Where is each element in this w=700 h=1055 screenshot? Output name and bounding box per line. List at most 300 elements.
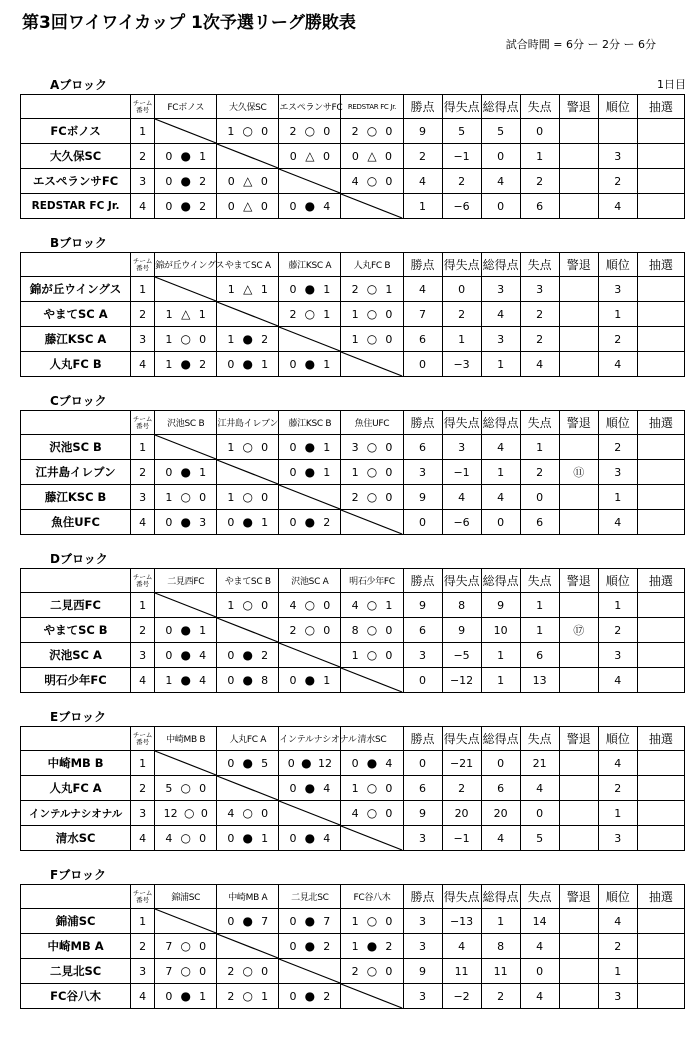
score xyxy=(217,357,278,371)
stat-cell: 1 xyxy=(481,643,520,668)
result-mark: ● xyxy=(304,989,316,1003)
score-against: 12 xyxy=(318,756,332,770)
stat-cell xyxy=(637,826,684,851)
stat-cell: 2 xyxy=(598,327,637,352)
stat-cell: 4 xyxy=(598,668,637,693)
stat-cell: −3 xyxy=(442,352,481,377)
stat-cell: 5 xyxy=(520,826,559,851)
score-for: 1 xyxy=(165,357,173,371)
stat-header: 得失点 xyxy=(442,569,481,593)
stat-cell: 1 xyxy=(442,327,481,352)
block-header xyxy=(0,546,700,568)
result-mark: ○ xyxy=(366,623,378,637)
stat-header: 失点 xyxy=(520,253,559,277)
team-number: 3 xyxy=(131,169,155,194)
result-mark: ● xyxy=(242,332,254,346)
result-mark: ● xyxy=(242,673,254,687)
result-mark: △ xyxy=(305,149,315,163)
match-result xyxy=(155,959,217,984)
result-mark: ○ xyxy=(304,124,316,138)
result-mark: △ xyxy=(367,149,377,163)
league-block xyxy=(0,704,700,851)
stat-header: 順位 xyxy=(598,569,637,593)
stat-cell: 4 xyxy=(481,826,520,851)
score xyxy=(279,440,340,454)
score xyxy=(217,124,278,138)
result-mark: ○ xyxy=(242,806,254,820)
team-number: 4 xyxy=(131,668,155,693)
result-mark: ● xyxy=(304,673,316,687)
self-match-cell xyxy=(217,460,279,485)
team-number: 2 xyxy=(131,302,155,327)
score-for: 1 xyxy=(351,648,359,662)
match-result xyxy=(155,668,217,693)
match-result xyxy=(341,277,403,302)
score xyxy=(155,149,216,163)
block-name: Cブロック xyxy=(50,394,107,408)
result-mark: △ xyxy=(243,174,253,188)
table-row xyxy=(21,194,685,219)
league-block xyxy=(0,230,700,377)
stat-cell: 21 xyxy=(520,751,559,776)
stat-cell: 1 xyxy=(403,194,442,219)
stat-header: 抽選 xyxy=(637,569,684,593)
stat-cell xyxy=(637,460,684,485)
stat-cell: 1 xyxy=(481,460,520,485)
stat-cell: 4 xyxy=(598,751,637,776)
stat-cell: 9 xyxy=(442,618,481,643)
score xyxy=(155,989,216,1003)
score-against: 1 xyxy=(385,598,393,612)
result-mark: ○ xyxy=(242,490,254,504)
result-mark: ○ xyxy=(366,806,378,820)
stat-cell: ⑪ xyxy=(559,460,598,485)
score-for: 0 xyxy=(165,149,173,163)
stat-cell: 13 xyxy=(520,668,559,693)
standings-table xyxy=(20,252,685,377)
result-mark: ● xyxy=(304,282,316,296)
score-for: 12 xyxy=(163,806,178,820)
score xyxy=(155,465,216,479)
table-row xyxy=(21,144,685,169)
score-for: 0 xyxy=(289,673,297,687)
table-row xyxy=(21,643,685,668)
score-against: 1 xyxy=(199,465,207,479)
score-for: 2 xyxy=(351,964,359,978)
team-number: 1 xyxy=(131,909,155,934)
match-result xyxy=(155,460,217,485)
self-match-cell xyxy=(279,169,341,194)
stat-cell: 1 xyxy=(598,593,637,618)
score-against: 4 xyxy=(323,199,331,213)
team-name: 錦浦SC xyxy=(21,909,131,934)
opponent-header: FCボノス xyxy=(155,95,217,119)
opponent-header: 二見北SC xyxy=(279,885,341,909)
score-against: 4 xyxy=(199,648,207,662)
score-against: 1 xyxy=(261,515,269,529)
diagonal-line xyxy=(217,776,278,800)
stat-cell xyxy=(559,751,598,776)
diagonal-line xyxy=(155,751,216,775)
block-name: Bブロック xyxy=(50,236,107,250)
score-against: 0 xyxy=(261,964,269,978)
team-number: 3 xyxy=(131,643,155,668)
score-for: 0 xyxy=(227,914,235,928)
match-result xyxy=(217,485,279,510)
result-mark: ○ xyxy=(366,648,378,662)
score-against: 1 xyxy=(199,989,207,1003)
stat-cell xyxy=(637,668,684,693)
stat-cell: −12 xyxy=(442,668,481,693)
score xyxy=(155,964,216,978)
score xyxy=(155,199,216,213)
stat-cell: 3 xyxy=(598,460,637,485)
result-mark: ○ xyxy=(366,332,378,346)
stat-header: 勝点 xyxy=(403,569,442,593)
team-name: 沢池SC A xyxy=(21,643,131,668)
stat-cell: 11 xyxy=(481,959,520,984)
score-for: 1 xyxy=(227,440,235,454)
score xyxy=(217,490,278,504)
team-name: 清水SC xyxy=(21,826,131,851)
team-number: 1 xyxy=(131,751,155,776)
stat-cell: 6 xyxy=(403,618,442,643)
score-against: 1 xyxy=(261,831,269,845)
score-against: 2 xyxy=(323,515,331,529)
opponent-header: やまてSC A xyxy=(217,253,279,277)
score xyxy=(279,199,340,213)
stat-cell xyxy=(637,435,684,460)
match-result xyxy=(155,194,217,219)
score-for: 2 xyxy=(289,307,297,321)
result-mark: ○ xyxy=(304,623,316,637)
self-match-cell xyxy=(341,984,403,1009)
score xyxy=(217,199,278,213)
score-for: 1 xyxy=(351,307,359,321)
score xyxy=(279,623,340,637)
team-name: 江井島イレブン xyxy=(21,460,131,485)
score-against: 3 xyxy=(199,515,207,529)
match-result xyxy=(341,934,403,959)
score xyxy=(341,964,402,978)
result-mark: ○ xyxy=(242,124,254,138)
match-result xyxy=(341,959,403,984)
match-result xyxy=(279,460,341,485)
result-mark: △ xyxy=(243,282,253,296)
result-mark: ● xyxy=(304,914,316,928)
score-against: 0 xyxy=(199,781,207,795)
self-match-cell xyxy=(155,909,217,934)
team-name: インテルナシオナル xyxy=(21,801,131,826)
stat-cell: 4 xyxy=(520,934,559,959)
result-mark: ● xyxy=(304,357,316,371)
stat-cell: 1 xyxy=(481,909,520,934)
stat-cell xyxy=(559,909,598,934)
score xyxy=(279,124,340,138)
team-name: 明石少年FC xyxy=(21,668,131,693)
stat-cell: 2 xyxy=(520,327,559,352)
self-match-cell xyxy=(155,435,217,460)
table-row xyxy=(21,460,685,485)
stat-cell: 1 xyxy=(520,144,559,169)
score-against: 4 xyxy=(323,831,331,845)
team-name: 二見西FC xyxy=(21,593,131,618)
score-against: 1 xyxy=(323,440,331,454)
score-against: 0 xyxy=(199,964,207,978)
opponent-header: 大久保SC xyxy=(217,95,279,119)
match-result xyxy=(217,277,279,302)
score-for: 0 xyxy=(165,199,173,213)
diagonal-line xyxy=(155,909,216,933)
result-mark: ○ xyxy=(183,806,195,820)
team-number: 1 xyxy=(131,593,155,618)
block-name: Dブロック xyxy=(50,552,108,566)
result-mark: ○ xyxy=(304,598,316,612)
stat-cell: 10 xyxy=(481,618,520,643)
standings-table xyxy=(20,410,685,535)
diagonal-line xyxy=(341,668,402,692)
score-for: 4 xyxy=(351,174,359,188)
result-mark: ○ xyxy=(366,598,378,612)
result-mark: ○ xyxy=(366,964,378,978)
team-number: 2 xyxy=(131,144,155,169)
result-mark: ○ xyxy=(180,332,191,346)
stat-cell: 3 xyxy=(520,277,559,302)
score-for: 2 xyxy=(289,623,297,637)
score xyxy=(217,440,278,454)
stat-header: 勝点 xyxy=(403,95,442,119)
stat-cell: −6 xyxy=(442,510,481,535)
match-result xyxy=(341,593,403,618)
score-for: 1 xyxy=(351,465,359,479)
score-for: 0 xyxy=(165,989,173,1003)
stat-cell xyxy=(637,144,684,169)
team-name: エスペランサFC xyxy=(21,169,131,194)
match-result xyxy=(217,435,279,460)
stat-cell: 5 xyxy=(481,119,520,144)
self-match-cell xyxy=(341,668,403,693)
stat-cell: 0 xyxy=(403,668,442,693)
stat-cell xyxy=(559,435,598,460)
stat-cell: −2 xyxy=(442,984,481,1009)
self-match-cell xyxy=(341,352,403,377)
stat-cell: 4 xyxy=(442,934,481,959)
score xyxy=(279,781,340,795)
result-mark: ● xyxy=(242,357,254,371)
stat-cell: 2 xyxy=(598,934,637,959)
table-row xyxy=(21,327,685,352)
stat-cell: 0 xyxy=(520,119,559,144)
score xyxy=(279,914,340,928)
match-result xyxy=(155,485,217,510)
result-mark: ● xyxy=(242,648,254,662)
table-row xyxy=(21,934,685,959)
score-for: 2 xyxy=(289,124,297,138)
stat-cell: 3 xyxy=(481,277,520,302)
team-name: 沢池SC B xyxy=(21,435,131,460)
self-match-cell xyxy=(279,327,341,352)
score-against: 0 xyxy=(385,623,393,637)
table-row xyxy=(21,302,685,327)
table-row xyxy=(21,959,685,984)
stat-cell: 8 xyxy=(442,593,481,618)
stat-cell: 6 xyxy=(520,510,559,535)
match-result xyxy=(279,194,341,219)
result-mark: ● xyxy=(180,199,191,213)
stat-header: 抽選 xyxy=(637,411,684,435)
block-header xyxy=(0,704,700,726)
stat-cell xyxy=(559,194,598,219)
stat-cell: 20 xyxy=(481,801,520,826)
stat-cell xyxy=(637,119,684,144)
score-for: 0 xyxy=(289,440,297,454)
stat-cell xyxy=(637,776,684,801)
match-result xyxy=(217,668,279,693)
score-against: 1 xyxy=(323,465,331,479)
stat-cell xyxy=(559,643,598,668)
score-against: 1 xyxy=(199,623,207,637)
stat-cell: 4 xyxy=(598,909,637,934)
diagonal-line xyxy=(217,618,278,642)
diagonal-line xyxy=(341,984,402,1008)
result-mark: ○ xyxy=(366,282,378,296)
stat-cell xyxy=(559,352,598,377)
score-for: 1 xyxy=(165,490,173,504)
match-result xyxy=(341,801,403,826)
score-against: 0 xyxy=(385,914,393,928)
stat-cell: 3 xyxy=(403,934,442,959)
stat-cell: 6 xyxy=(403,435,442,460)
score-against: 0 xyxy=(323,598,331,612)
score-for: 1 xyxy=(227,598,235,612)
score xyxy=(217,989,278,1003)
match-result xyxy=(279,668,341,693)
stat-header: 順位 xyxy=(598,253,637,277)
match-result xyxy=(155,327,217,352)
stat-cell: 3 xyxy=(403,826,442,851)
result-mark: ○ xyxy=(366,124,378,138)
stat-cell: 20 xyxy=(442,801,481,826)
block-name: Eブロック xyxy=(50,710,106,724)
score xyxy=(217,174,278,188)
stat-cell: 9 xyxy=(403,593,442,618)
self-match-cell xyxy=(279,485,341,510)
opponent-header: 藤江KSC A xyxy=(279,253,341,277)
score-for: 0 xyxy=(227,199,235,213)
score-against: 0 xyxy=(385,149,393,163)
stat-cell: 2 xyxy=(520,460,559,485)
stat-header: 総得点 xyxy=(481,569,520,593)
score xyxy=(341,648,402,662)
stat-cell xyxy=(637,801,684,826)
table-row xyxy=(21,668,685,693)
stat-cell xyxy=(559,119,598,144)
team-number: 3 xyxy=(131,801,155,826)
stat-header: 総得点 xyxy=(481,411,520,435)
match-result xyxy=(217,801,279,826)
stat-cell: 9 xyxy=(403,119,442,144)
score xyxy=(341,623,402,637)
score xyxy=(155,357,216,371)
match-result xyxy=(341,327,403,352)
team-name: 中崎MB A xyxy=(21,934,131,959)
stat-cell: 4 xyxy=(598,352,637,377)
diagonal-line xyxy=(279,169,340,193)
match-result xyxy=(217,643,279,668)
league-blocks xyxy=(0,72,700,1020)
score-for: 5 xyxy=(165,781,173,795)
stat-cell: 4 xyxy=(442,485,481,510)
score xyxy=(279,831,340,845)
stat-cell xyxy=(559,593,598,618)
stat-header: 警退 xyxy=(559,569,598,593)
score-against: 0 xyxy=(199,939,207,953)
stat-header: 失点 xyxy=(520,411,559,435)
match-result xyxy=(155,643,217,668)
score xyxy=(341,282,402,296)
stat-header: 総得点 xyxy=(481,253,520,277)
score-against: 1 xyxy=(323,307,331,321)
team-no-header: チーム番号 xyxy=(131,885,155,909)
result-mark: ● xyxy=(304,781,316,795)
stat-cell: 3 xyxy=(403,984,442,1009)
score xyxy=(279,598,340,612)
result-mark: ○ xyxy=(366,465,378,479)
stat-cell: 1 xyxy=(598,485,637,510)
table-row xyxy=(21,801,685,826)
stat-header: 失点 xyxy=(520,569,559,593)
score-for: 0 xyxy=(227,648,235,662)
score-against: 0 xyxy=(261,806,269,820)
score-for: 2 xyxy=(227,964,235,978)
stat-cell: 1 xyxy=(598,959,637,984)
score xyxy=(279,357,340,371)
opponent-header: 中崎MB A xyxy=(217,885,279,909)
score-for: 2 xyxy=(351,490,359,504)
score-against: 0 xyxy=(260,199,268,213)
block-header xyxy=(0,230,700,252)
team-no-header: チーム番号 xyxy=(131,569,155,593)
league-block xyxy=(0,388,700,535)
score-against: 1 xyxy=(260,282,268,296)
result-mark: ● xyxy=(304,465,316,479)
score xyxy=(279,515,340,529)
score xyxy=(279,756,340,770)
team-no-header: チーム番号 xyxy=(131,727,155,751)
score xyxy=(155,623,216,637)
stat-cell xyxy=(559,327,598,352)
score-against: 2 xyxy=(385,939,393,953)
table-row xyxy=(21,909,685,934)
score-for: 0 xyxy=(287,756,295,770)
stat-cell xyxy=(637,327,684,352)
result-mark: ○ xyxy=(180,831,191,845)
stat-cell: 9 xyxy=(481,593,520,618)
score-for: 0 xyxy=(227,756,235,770)
self-match-cell xyxy=(341,826,403,851)
score xyxy=(155,806,216,820)
stat-cell xyxy=(559,826,598,851)
stat-header: 勝点 xyxy=(403,411,442,435)
diagonal-line xyxy=(341,352,402,376)
header-row xyxy=(21,885,685,909)
match-result xyxy=(279,144,341,169)
block-name: Fブロック xyxy=(50,868,106,882)
score xyxy=(217,831,278,845)
score-against: 4 xyxy=(199,673,207,687)
score xyxy=(217,806,278,820)
score-for: 1 xyxy=(227,490,235,504)
